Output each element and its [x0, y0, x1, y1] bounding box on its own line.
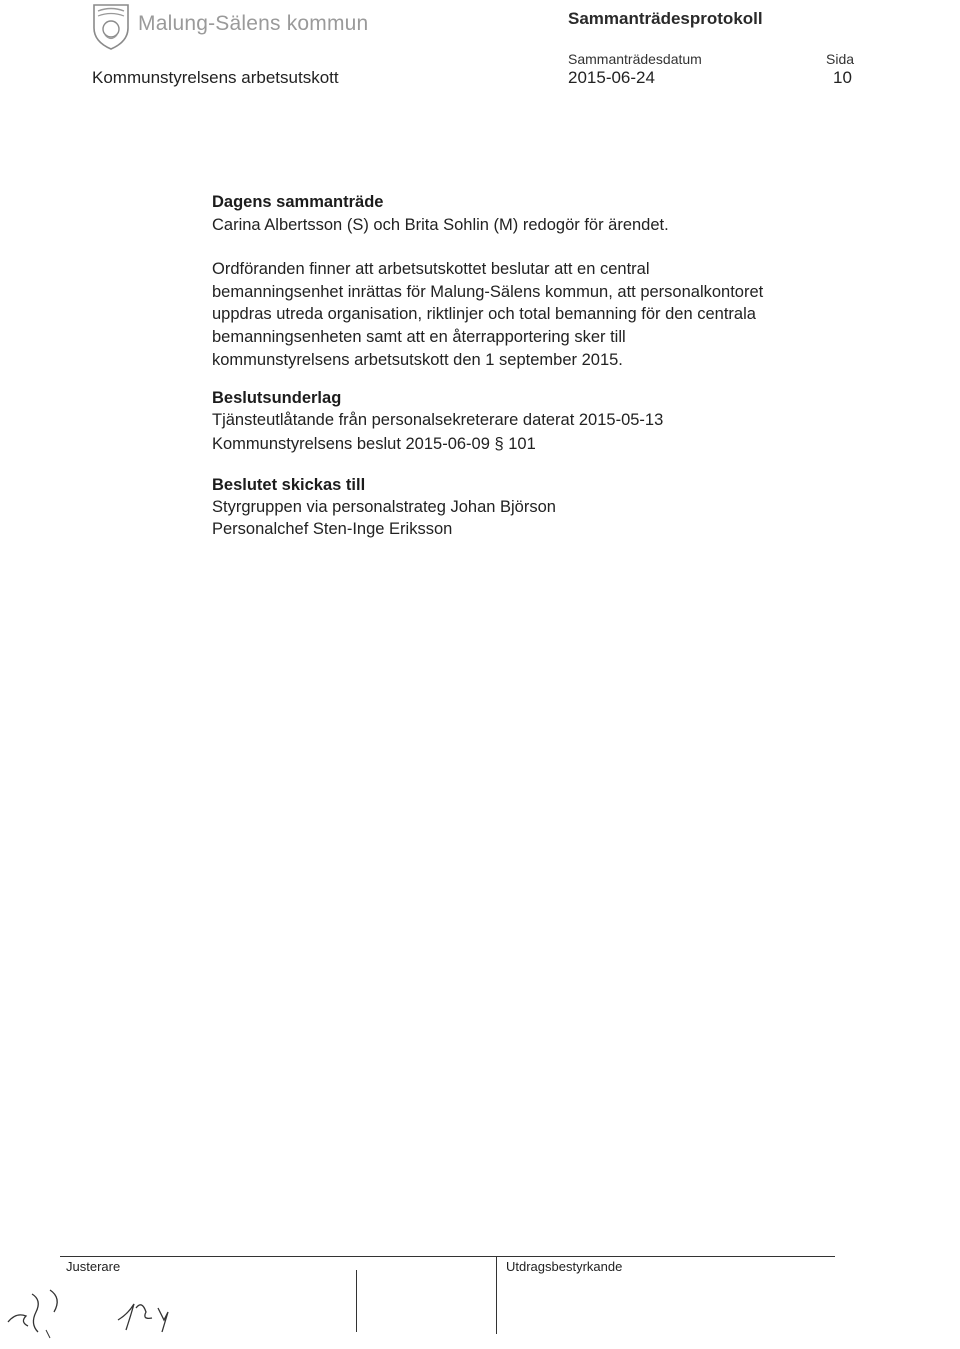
beslutsunderlag-heading: Beslutsunderlag	[212, 389, 342, 407]
footer-column-divider	[496, 1256, 497, 1334]
signature-initials-1	[2, 1282, 72, 1347]
decision-line: bemanningsenhet inrättas för Malung-Sälens kommun, att personalkontoret	[212, 282, 764, 301]
dagens-sammantrade-heading: Dagens sammanträde	[212, 193, 384, 211]
meeting-date-label: Sammanträdesdatum	[568, 51, 702, 67]
beslutsunderlag-item: Kommunstyrelsens beslut 2015-06-09 § 101	[212, 435, 536, 453]
municipality-crest-logo	[90, 2, 132, 50]
decision-line: kommunstyrelsens arbetsutskott den 1 september 2015.	[212, 350, 623, 369]
meeting-date-value: 2015-06-24	[568, 68, 655, 87]
decision-paragraph	[212, 258, 852, 372]
decision-line: Ordföranden finner att arbetsutskottet beslutar att en central	[212, 260, 650, 278]
page-label: Sida	[826, 51, 855, 67]
footer-column-divider	[356, 1270, 357, 1332]
page-number: 10	[833, 68, 852, 87]
document-type-title: Sammanträdesprotokoll	[568, 9, 763, 28]
dagens-sammantrade-text: Carina Albertsson (S) och Brita Sohlin (M) redogör för ärendet.	[212, 216, 669, 234]
decision-line: bemanningsenheten samt att en återrapportering sker till	[212, 328, 626, 347]
signature-initials-2	[112, 1290, 182, 1343]
justerare-label: Justerare	[66, 1259, 121, 1274]
municipality-name-logo: Malung-Sälens kommun	[138, 12, 369, 35]
footer-divider-line	[60, 1256, 835, 1257]
beslutsunderlag-item: Tjänsteutlåtande från personalsekreterare daterat 2015-05-13	[212, 411, 664, 429]
beslutet-skickas-heading: Beslutet skickas till	[212, 476, 366, 494]
recipient-item: Personalchef Sten-Inge Eriksson	[212, 520, 453, 538]
committee-name: Kommunstyrelsens arbetsutskott	[92, 68, 339, 87]
recipient-item: Styrgruppen via personalstrateg Johan Björson	[212, 498, 556, 516]
decision-line: uppdras utreda organisation, riktlinjer och total bemanning för den centrala	[212, 305, 756, 324]
utdragsbestyrkande-label: Utdragsbestyrkande	[506, 1259, 623, 1274]
